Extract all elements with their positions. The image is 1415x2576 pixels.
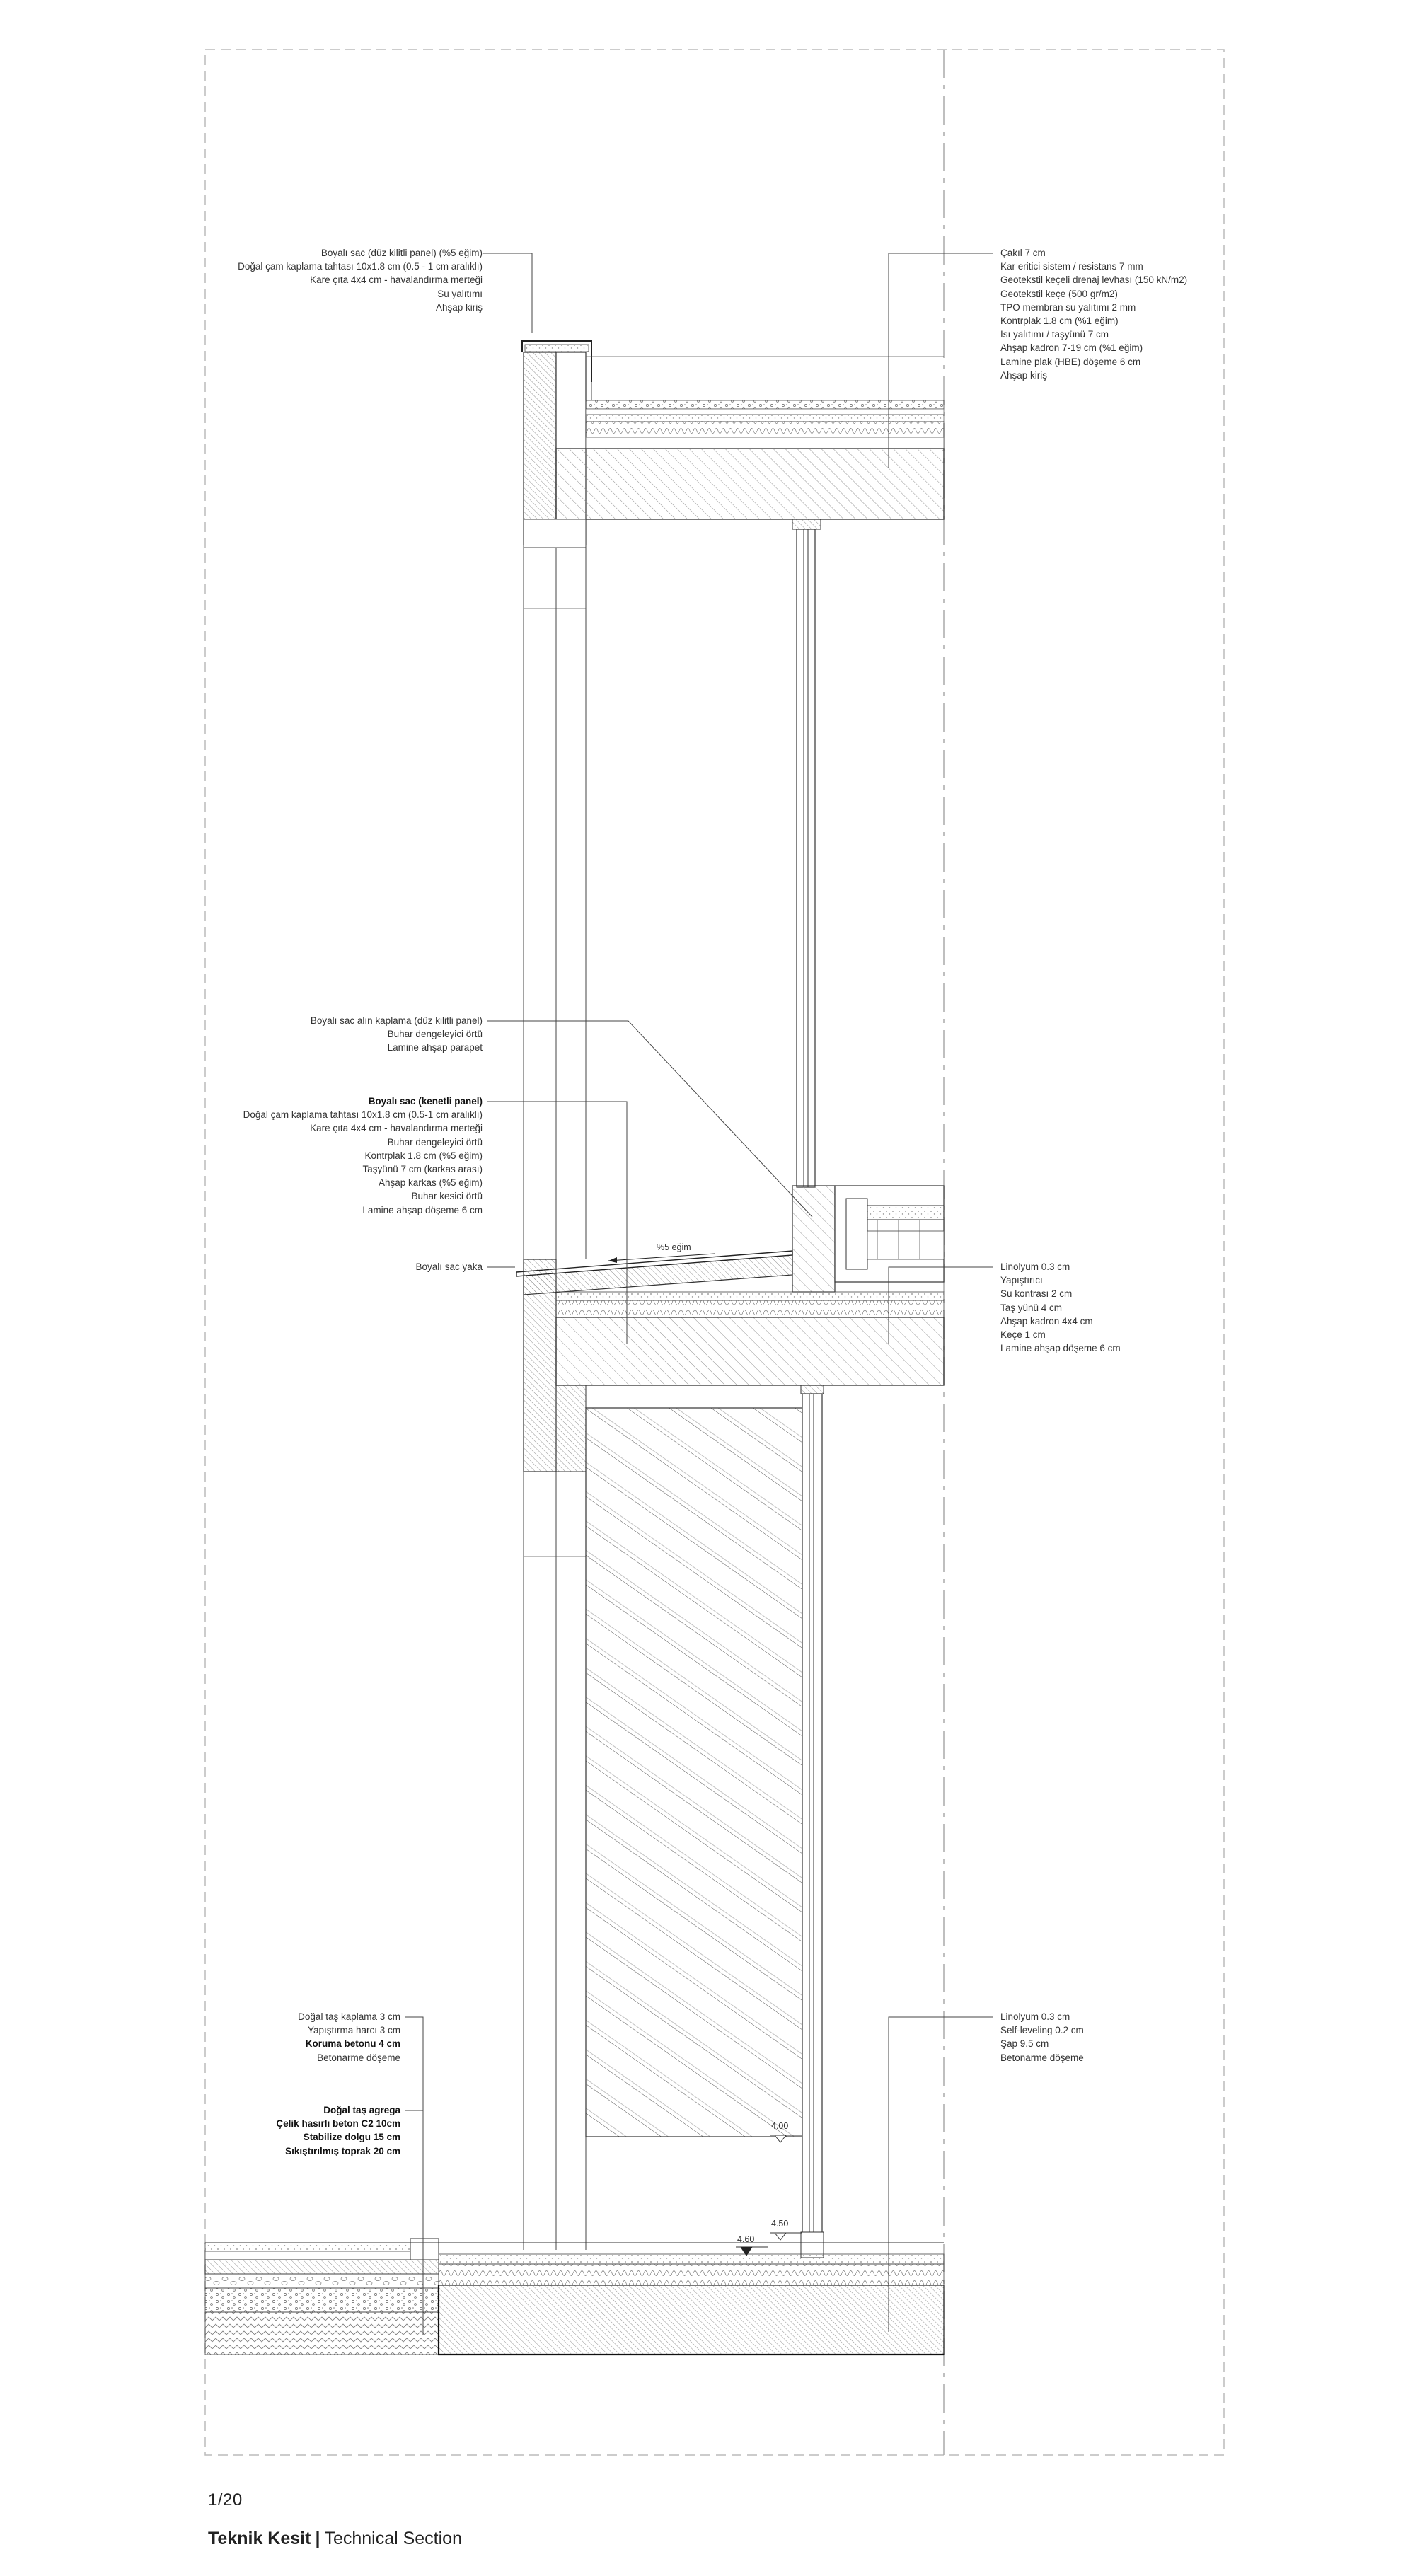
annotation-line: Linolyum 0.3 cm bbox=[1000, 1261, 1070, 1272]
annotation-line: Taşyünü 7 cm (karkas arası) bbox=[362, 1164, 483, 1175]
annotation-line: Doğal çam kaplama tahtası 10x1.8 cm (0.5-1 cm aralıklı) bbox=[243, 1109, 483, 1121]
annotation-line: Ahşap kiriş bbox=[435, 301, 483, 313]
annotation-line: Doğal taş agrega bbox=[323, 2105, 400, 2115]
annotation-line: Ahşap kiriş bbox=[1000, 369, 1048, 381]
annotation-line: Betonarme döşeme bbox=[317, 2052, 400, 2063]
annotation-line: Sıkıştırılmış toprak 20 cm bbox=[285, 2145, 400, 2156]
roof-assembly bbox=[522, 341, 944, 545]
annotation-line: Yapıştırma harcı 3 cm bbox=[307, 2025, 400, 2036]
annotation-line: Buhar dengeleyici örtü bbox=[387, 1136, 483, 1148]
annotation-line: Self-leveling 0.2 cm bbox=[1000, 2025, 1084, 2036]
drawing-title bbox=[208, 2529, 462, 2549]
annotation-line: Boyalı sac (kenetli panel) bbox=[368, 1096, 483, 1107]
annotation-line: Boyalı sac yaka bbox=[415, 1261, 483, 1272]
annotation-line: Ahşap kadron 4x4 cm bbox=[1000, 1315, 1093, 1327]
annotation-sill-roof bbox=[243, 1094, 483, 1217]
annotation-line: Kontrplak 1.8 cm (%1 eğim) bbox=[1000, 316, 1119, 327]
annotation-ground-floor bbox=[1000, 2010, 1084, 2064]
annotation-line: Taş yünü 4 cm bbox=[1000, 1302, 1063, 1313]
annotation-line: Kare çıta 4x4 cm - havalandırma merteği bbox=[310, 1123, 483, 1134]
annotation-line: Boyalı sac alın kaplama (düz kilitli panel) bbox=[310, 1015, 483, 1026]
annotation-line: Doğal çam kaplama tahtası 10x1.8 cm (0.5 - 1 cm aralıklı) bbox=[238, 261, 483, 272]
annotation-line: Lamine ahşap parapet bbox=[387, 1042, 483, 1053]
ground-assembly bbox=[205, 2239, 944, 2355]
annotation-collar bbox=[415, 1260, 483, 1273]
annotation-line: Şap 9.5 cm bbox=[1000, 2038, 1049, 2050]
annotation-line: Doğal taş kaplama 3 cm bbox=[298, 2011, 400, 2022]
annotation-roof-edge bbox=[238, 246, 483, 314]
level-label-4-00: 4.00 bbox=[771, 2121, 789, 2131]
slope-label: %5 eğim bbox=[657, 1242, 691, 1252]
annotation-line: Çakıl 7 cm bbox=[1000, 248, 1046, 258]
annotation-line: Kar eritici sistem / resistans 7 mm bbox=[1000, 261, 1143, 272]
annotation-line: Lamine plak (HBE) döşeme 6 cm bbox=[1000, 356, 1141, 367]
annotation-line: Çelik hasırlı beton C2 10cm bbox=[276, 2118, 400, 2130]
annotation-line: Lamine ahşap döşeme 6 cm bbox=[1000, 1343, 1121, 1354]
annotation-line: TPO membran su yalıtımı 2 mm bbox=[1000, 301, 1136, 313]
annotation-line: Kare çıta 4x4 cm - havalandırma merteği bbox=[310, 275, 483, 286]
annotation-line: Ahşap karkas (%5 eğim) bbox=[378, 1177, 483, 1189]
annotation-line: Buhar kesici örtü bbox=[411, 1191, 483, 1202]
annotation-outdoor-fill bbox=[276, 2103, 400, 2158]
annotation-line: Geotekstil keçeli drenaj levhası (150 kN/m2) bbox=[1000, 275, 1188, 286]
annotation-line: Ahşap kadron 7-19 cm (%1 eğim) bbox=[1000, 342, 1143, 354]
annotation-line: Koruma betonu 4 cm bbox=[305, 2038, 400, 2050]
annotation-line: Betonarme döşeme bbox=[1000, 2052, 1084, 2063]
level-label-4-60: 4.60 bbox=[737, 2234, 755, 2244]
annotation-line: Keçe 1 cm bbox=[1000, 1329, 1046, 1341]
annotation-line: Linolyum 0.3 cm bbox=[1000, 2011, 1070, 2022]
annotation-parapet bbox=[311, 1014, 483, 1055]
annotation-line: Yapıştırıcı bbox=[1000, 1275, 1043, 1286]
annotation-line: Su kontrası 2 cm bbox=[1000, 1288, 1073, 1300]
wall-column-upper bbox=[524, 519, 586, 1259]
annotation-line: Lamine ahşap döşeme 6 cm bbox=[362, 1204, 483, 1215]
annotation-line: Buhar dengeleyici örtü bbox=[387, 1029, 483, 1040]
annotation-line: Su yalıtımı bbox=[437, 288, 483, 299]
annotation-roof bbox=[1000, 246, 1187, 382]
annotation-line: Isı yalıtımı / taşyünü 7 cm bbox=[1000, 329, 1109, 340]
title-english: Technical Section bbox=[324, 2529, 462, 2548]
level-label-4-50: 4.50 bbox=[771, 2219, 789, 2229]
annotation-upper-floor bbox=[1000, 1260, 1121, 1355]
drawing-scale: 1/20 bbox=[208, 2490, 243, 2509]
annotation-outdoor-paving bbox=[298, 2010, 400, 2064]
upper-window bbox=[792, 519, 821, 1187]
annotation-line: Stabilize dolgu 15 cm bbox=[303, 2132, 400, 2143]
annotation-line: Geotekstil keçe (500 gr/m2) bbox=[1000, 288, 1118, 299]
annotation-line: Boyalı sac (düz kilitli panel) (%5 eğim) bbox=[320, 248, 483, 258]
annotation-line: Kontrplak 1.8 cm (%5 eğim) bbox=[364, 1150, 483, 1161]
title-turkish: Teknik Kesit bbox=[208, 2529, 311, 2548]
title-separator: | bbox=[315, 2529, 320, 2548]
